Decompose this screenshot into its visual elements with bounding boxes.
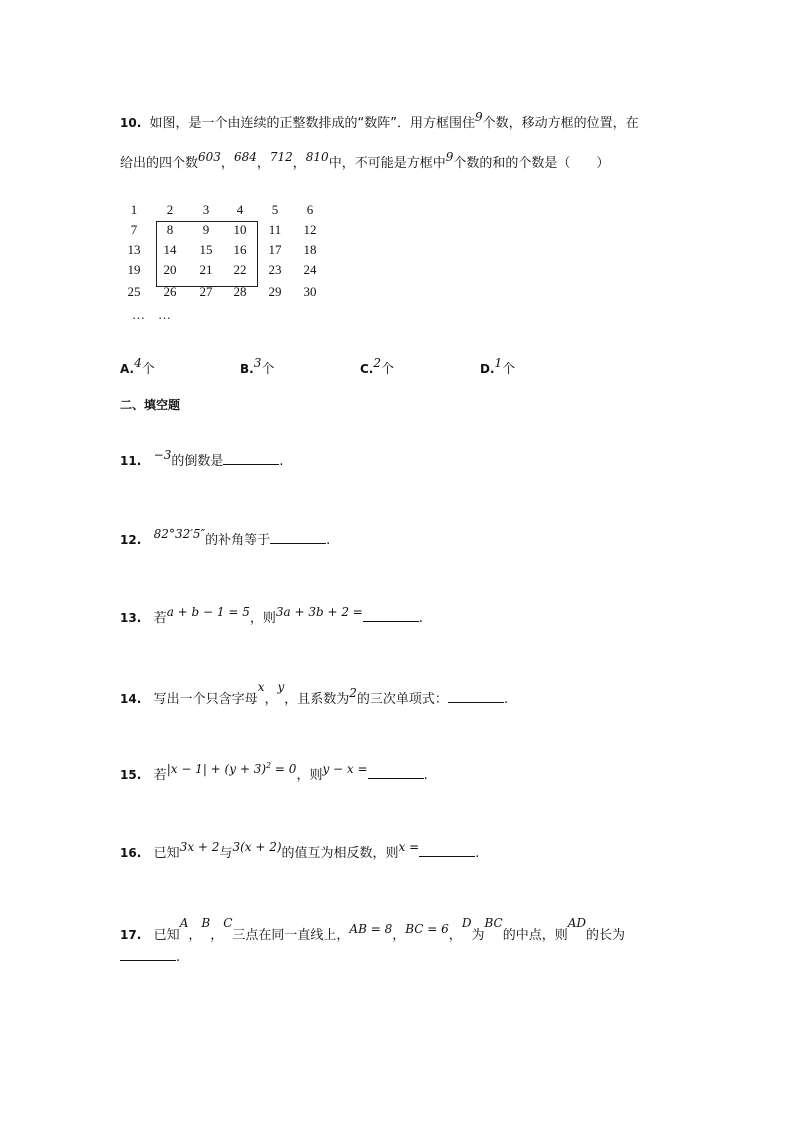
- q10-number: 10.: [120, 116, 142, 130]
- grid-cell: 5: [271, 202, 279, 217]
- comma: ，: [292, 156, 306, 171]
- answer-blank[interactable]: [223, 452, 279, 465]
- number-grid: [118, 202, 348, 332]
- q10-val-603: 603: [198, 150, 221, 164]
- q15-mid: ，则: [296, 768, 323, 783]
- option-label: C.: [360, 362, 374, 376]
- option-value: 2: [373, 356, 382, 370]
- q17-text3: 的中点，则: [502, 928, 568, 943]
- comma: ，: [264, 692, 278, 707]
- q14-two: 2: [349, 686, 357, 700]
- q15-pre: 若: [153, 768, 167, 783]
- q15: [120, 761, 428, 783]
- grid-cell: 13: [127, 242, 141, 257]
- q10-line1: [120, 112, 639, 131]
- period: .: [326, 533, 331, 548]
- option-b[interactable]: [240, 358, 274, 377]
- q13: [120, 607, 423, 626]
- q10-nine-b: 9: [445, 150, 454, 164]
- q16-mid2: 的值互为相反数，则: [281, 846, 399, 861]
- grid-cell: 18: [303, 242, 317, 257]
- q17-point-a: A: [179, 916, 189, 930]
- grid-ellipsis: … …: [132, 307, 172, 322]
- option-value: 4: [134, 356, 142, 370]
- q10-val-810: 810: [305, 150, 329, 164]
- comma: ，: [210, 928, 224, 943]
- option-unit: 个: [141, 362, 155, 377]
- q17-text4: 的长为: [586, 928, 626, 943]
- q16-math1: 3x + 2: [179, 840, 220, 854]
- q13-number: 13.: [120, 611, 142, 625]
- q11: [120, 450, 284, 469]
- option-value: 1: [494, 356, 503, 370]
- q10-text-1a: 如图，是一个由连续的正整数排成的“数阵”．用方框围住: [149, 116, 476, 131]
- comma: ，: [256, 156, 270, 171]
- q17-text2: 为: [471, 928, 485, 943]
- q12-math: 82°32′5″: [153, 527, 206, 541]
- q11-math: −3: [153, 448, 172, 462]
- grid-cell: 17: [268, 242, 282, 257]
- grid-cell: 1: [130, 202, 138, 217]
- period: .: [475, 846, 480, 861]
- q10-text-1b: 个数，移动方框的位置，在: [482, 116, 639, 131]
- section-heading: 二、填空题: [120, 398, 181, 412]
- q12-text: 的补角等于: [205, 533, 271, 548]
- period: .: [418, 611, 423, 626]
- grid-cell: 29: [268, 284, 282, 299]
- q13-pre: 若: [153, 611, 167, 626]
- grid-cell: 21: [199, 262, 213, 277]
- grid-cell: 3: [202, 202, 210, 217]
- q17-point-b: B: [201, 916, 211, 930]
- option-label: B.: [240, 362, 254, 376]
- option-unit: 个: [261, 362, 275, 377]
- q17-number: 17.: [120, 928, 142, 942]
- answer-blank[interactable]: [363, 609, 419, 622]
- grid-cell: 11: [268, 222, 282, 237]
- q10-line2: [120, 152, 609, 171]
- q14-mid: ，且系数为: [284, 692, 350, 707]
- q10-text-2b: 中，不可能是方框中: [328, 156, 446, 171]
- q10-text-2a: 给出的四个数: [120, 156, 199, 171]
- q10-text-2c: 个数的和的个数是（ ）: [453, 156, 610, 171]
- q11-number: 11.: [120, 454, 142, 468]
- q16-number: 16.: [120, 846, 142, 860]
- q11-text: 的倒数是: [171, 454, 224, 469]
- answer-blank[interactable]: [448, 690, 504, 703]
- q15-math1-base: |x − 1| + (y + 3): [166, 762, 267, 776]
- grid-cell: 8: [166, 222, 174, 237]
- q14-y: y: [277, 680, 285, 694]
- grid-cell: 25: [127, 284, 141, 299]
- period: .: [503, 692, 509, 707]
- q16-math2: 3(x + 2): [232, 840, 282, 854]
- q16-pre: 已知: [153, 846, 180, 861]
- q12-number: 12.: [120, 533, 142, 547]
- q12: [120, 529, 330, 548]
- grid-cell: 14: [163, 242, 177, 257]
- option-value: 3: [253, 356, 262, 370]
- grid-cell: 26: [163, 284, 177, 299]
- option-unit: 个: [502, 362, 516, 377]
- grid-cell: 12: [303, 222, 317, 237]
- answer-blank[interactable]: [120, 948, 176, 961]
- grid-cell: 16: [233, 242, 247, 257]
- grid-cell: 23: [268, 262, 282, 277]
- answer-blank[interactable]: [270, 531, 326, 544]
- answer-blank[interactable]: [419, 844, 475, 857]
- q17-bc-2: BC: [484, 916, 503, 930]
- q16-math3: x =: [398, 840, 420, 854]
- q14: [120, 680, 509, 707]
- grid-cell: 6: [306, 202, 314, 217]
- period: .: [279, 454, 284, 469]
- q17-pre: 已知: [153, 928, 180, 943]
- q17-point-d: D: [461, 916, 472, 930]
- grid-cell: 28: [233, 284, 247, 299]
- q16: [120, 842, 479, 861]
- grid-cell: 2: [166, 202, 174, 217]
- q17-ab: AB = 8: [349, 922, 393, 936]
- q14-post: 的三次单项式：: [356, 692, 448, 707]
- q14-pre: 写出一个只含字母: [153, 692, 258, 707]
- q15-square: 2: [266, 761, 272, 770]
- q15-math2: y − x =: [322, 762, 368, 776]
- grid-cell: 20: [163, 262, 177, 277]
- q15-math1-rhs: = 0: [271, 762, 297, 776]
- grid-cell: 22: [233, 262, 247, 277]
- q13-mid: ，则: [249, 611, 276, 626]
- q17-text1: 三点在同一直线上，: [232, 928, 350, 943]
- option-c[interactable]: [360, 358, 394, 377]
- grid-cell: 9: [202, 222, 210, 237]
- q17-ad: AD: [567, 916, 586, 930]
- q10-nine: 9: [475, 110, 483, 124]
- comma: ，: [188, 928, 202, 943]
- q16-mid1: 与: [219, 846, 233, 861]
- grid-cell: 19: [127, 262, 141, 277]
- q17-answer-line: [120, 948, 180, 965]
- option-label: D.: [480, 362, 495, 376]
- q15-math1: [167, 762, 297, 776]
- q14-number: 14.: [120, 692, 142, 706]
- grid-cell: 10: [233, 222, 247, 237]
- answer-blank[interactable]: [368, 766, 424, 779]
- q13-math1: a + b − 1 = 5: [166, 605, 250, 619]
- option-label: A.: [120, 362, 135, 376]
- period: .: [423, 768, 428, 783]
- comma: ，: [448, 928, 462, 943]
- comma: ，: [392, 928, 406, 943]
- grid-cell: 30: [303, 284, 317, 299]
- option-unit: 个: [381, 362, 395, 377]
- grid-cell: 27: [199, 284, 213, 299]
- grid-cell: 7: [130, 222, 138, 237]
- grid-cell: 15: [199, 242, 213, 257]
- comma: ，: [220, 156, 234, 171]
- option-a[interactable]: [120, 358, 155, 377]
- grid-cell: 24: [303, 262, 317, 277]
- grid-cell: 4: [236, 202, 244, 217]
- q10-val-712: 712: [269, 150, 293, 164]
- q17-bc: BC = 6: [405, 922, 449, 936]
- q14-x: x: [257, 680, 265, 694]
- q13-math2: 3a + 3b + 2 =: [275, 605, 363, 619]
- q17: [120, 916, 626, 943]
- q10-val-684: 684: [233, 150, 257, 164]
- period: .: [176, 950, 181, 965]
- q15-number: 15.: [120, 768, 142, 782]
- option-d[interactable]: [480, 358, 515, 377]
- q17-point-c: C: [223, 916, 233, 930]
